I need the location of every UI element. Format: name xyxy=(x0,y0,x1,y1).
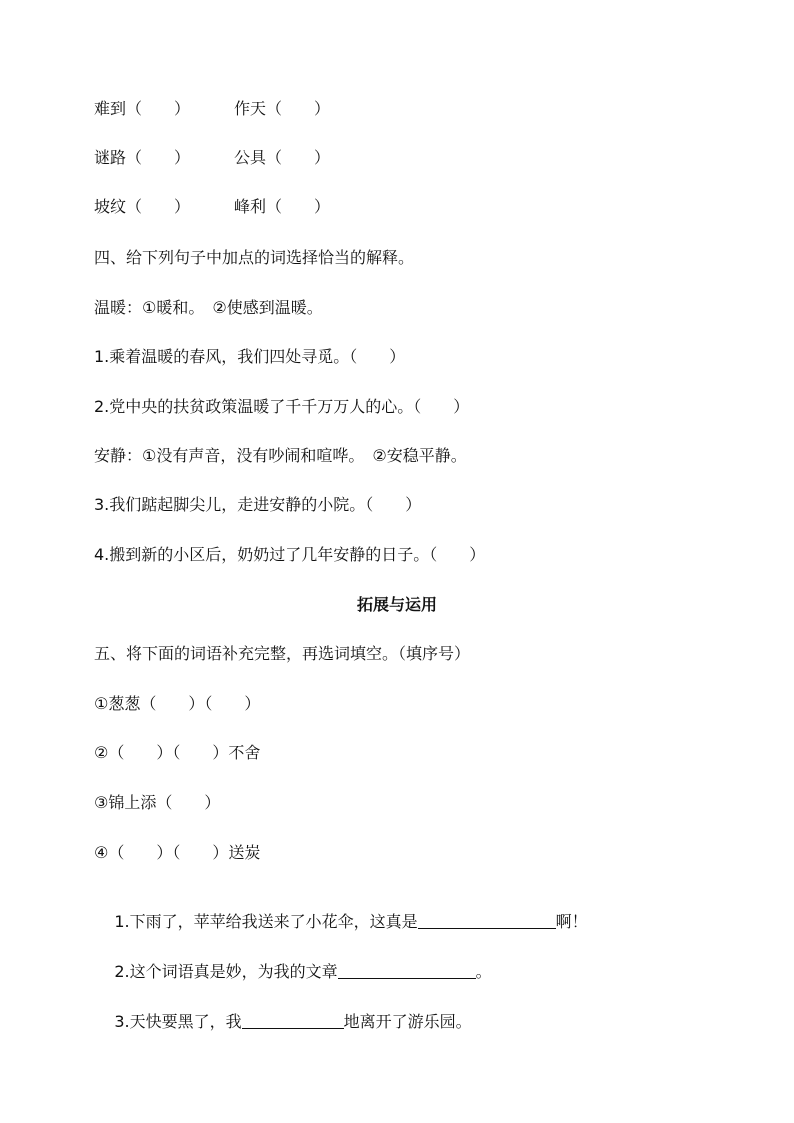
word-item: 谜路（ ） xyxy=(94,148,191,167)
word-item: 作天（ ） xyxy=(234,99,331,118)
sentence-text: 。 xyxy=(475,962,492,981)
word-item: 公具（ ） xyxy=(234,148,331,167)
answer-blank[interactable] xyxy=(242,1012,344,1029)
answer-blank[interactable] xyxy=(338,962,476,979)
section-title: 五、将下面的词语补充完整，再选词填空。（填序号） xyxy=(94,644,471,663)
idiom-item: ④（ ）（ ）送炭 xyxy=(94,843,261,862)
idiom-item: ②（ ）（ ）不舍 xyxy=(94,743,261,762)
answer-blank[interactable] xyxy=(418,912,556,929)
idiom-item: ③锦上添（ ） xyxy=(94,793,221,812)
sentence-text: 3.天快要黑了，我 xyxy=(114,1012,242,1031)
section-title: 四、给下列句子中加点的词选择恰当的解释。 xyxy=(94,248,415,267)
idiom-item: ①葱葱（ ）（ ） xyxy=(94,694,261,713)
word-item: 峰利（ ） xyxy=(234,197,331,216)
sentence-text: 2.这个词语真是妙，为我的文章 xyxy=(114,962,338,981)
definition: 温暖：①暖和。 ②使感到温暖。 xyxy=(94,298,323,317)
sentence-text: 啊！ xyxy=(555,912,588,931)
question: 1.乘着温暖的春风，我们四处寻觅。（ ） xyxy=(94,347,406,366)
sentence-text: 1.下雨了，苹苹给我送来了小花伞，这真是 xyxy=(114,912,418,931)
word-item: 难到（ ） xyxy=(94,99,191,118)
question: 4.搬到新的小区后，奶奶过了几年安静的日子。（ ） xyxy=(94,545,486,564)
sentence-text: 地离开了游乐园。 xyxy=(343,1012,472,1031)
question: 3.我们踮起脚尖儿，走进安静的小院。（ ） xyxy=(94,495,422,514)
definition: 安静：①没有声音，没有吵闹和喧哗。 ②安稳平静。 xyxy=(94,446,467,465)
section-heading: 拓展与运用 xyxy=(356,595,437,614)
fill-sentence xyxy=(94,992,472,1052)
word-item: 坡纹（ ） xyxy=(94,197,191,216)
question: 2.党中央的扶贫政策温暖了千千万万人的心。（ ） xyxy=(94,397,470,416)
